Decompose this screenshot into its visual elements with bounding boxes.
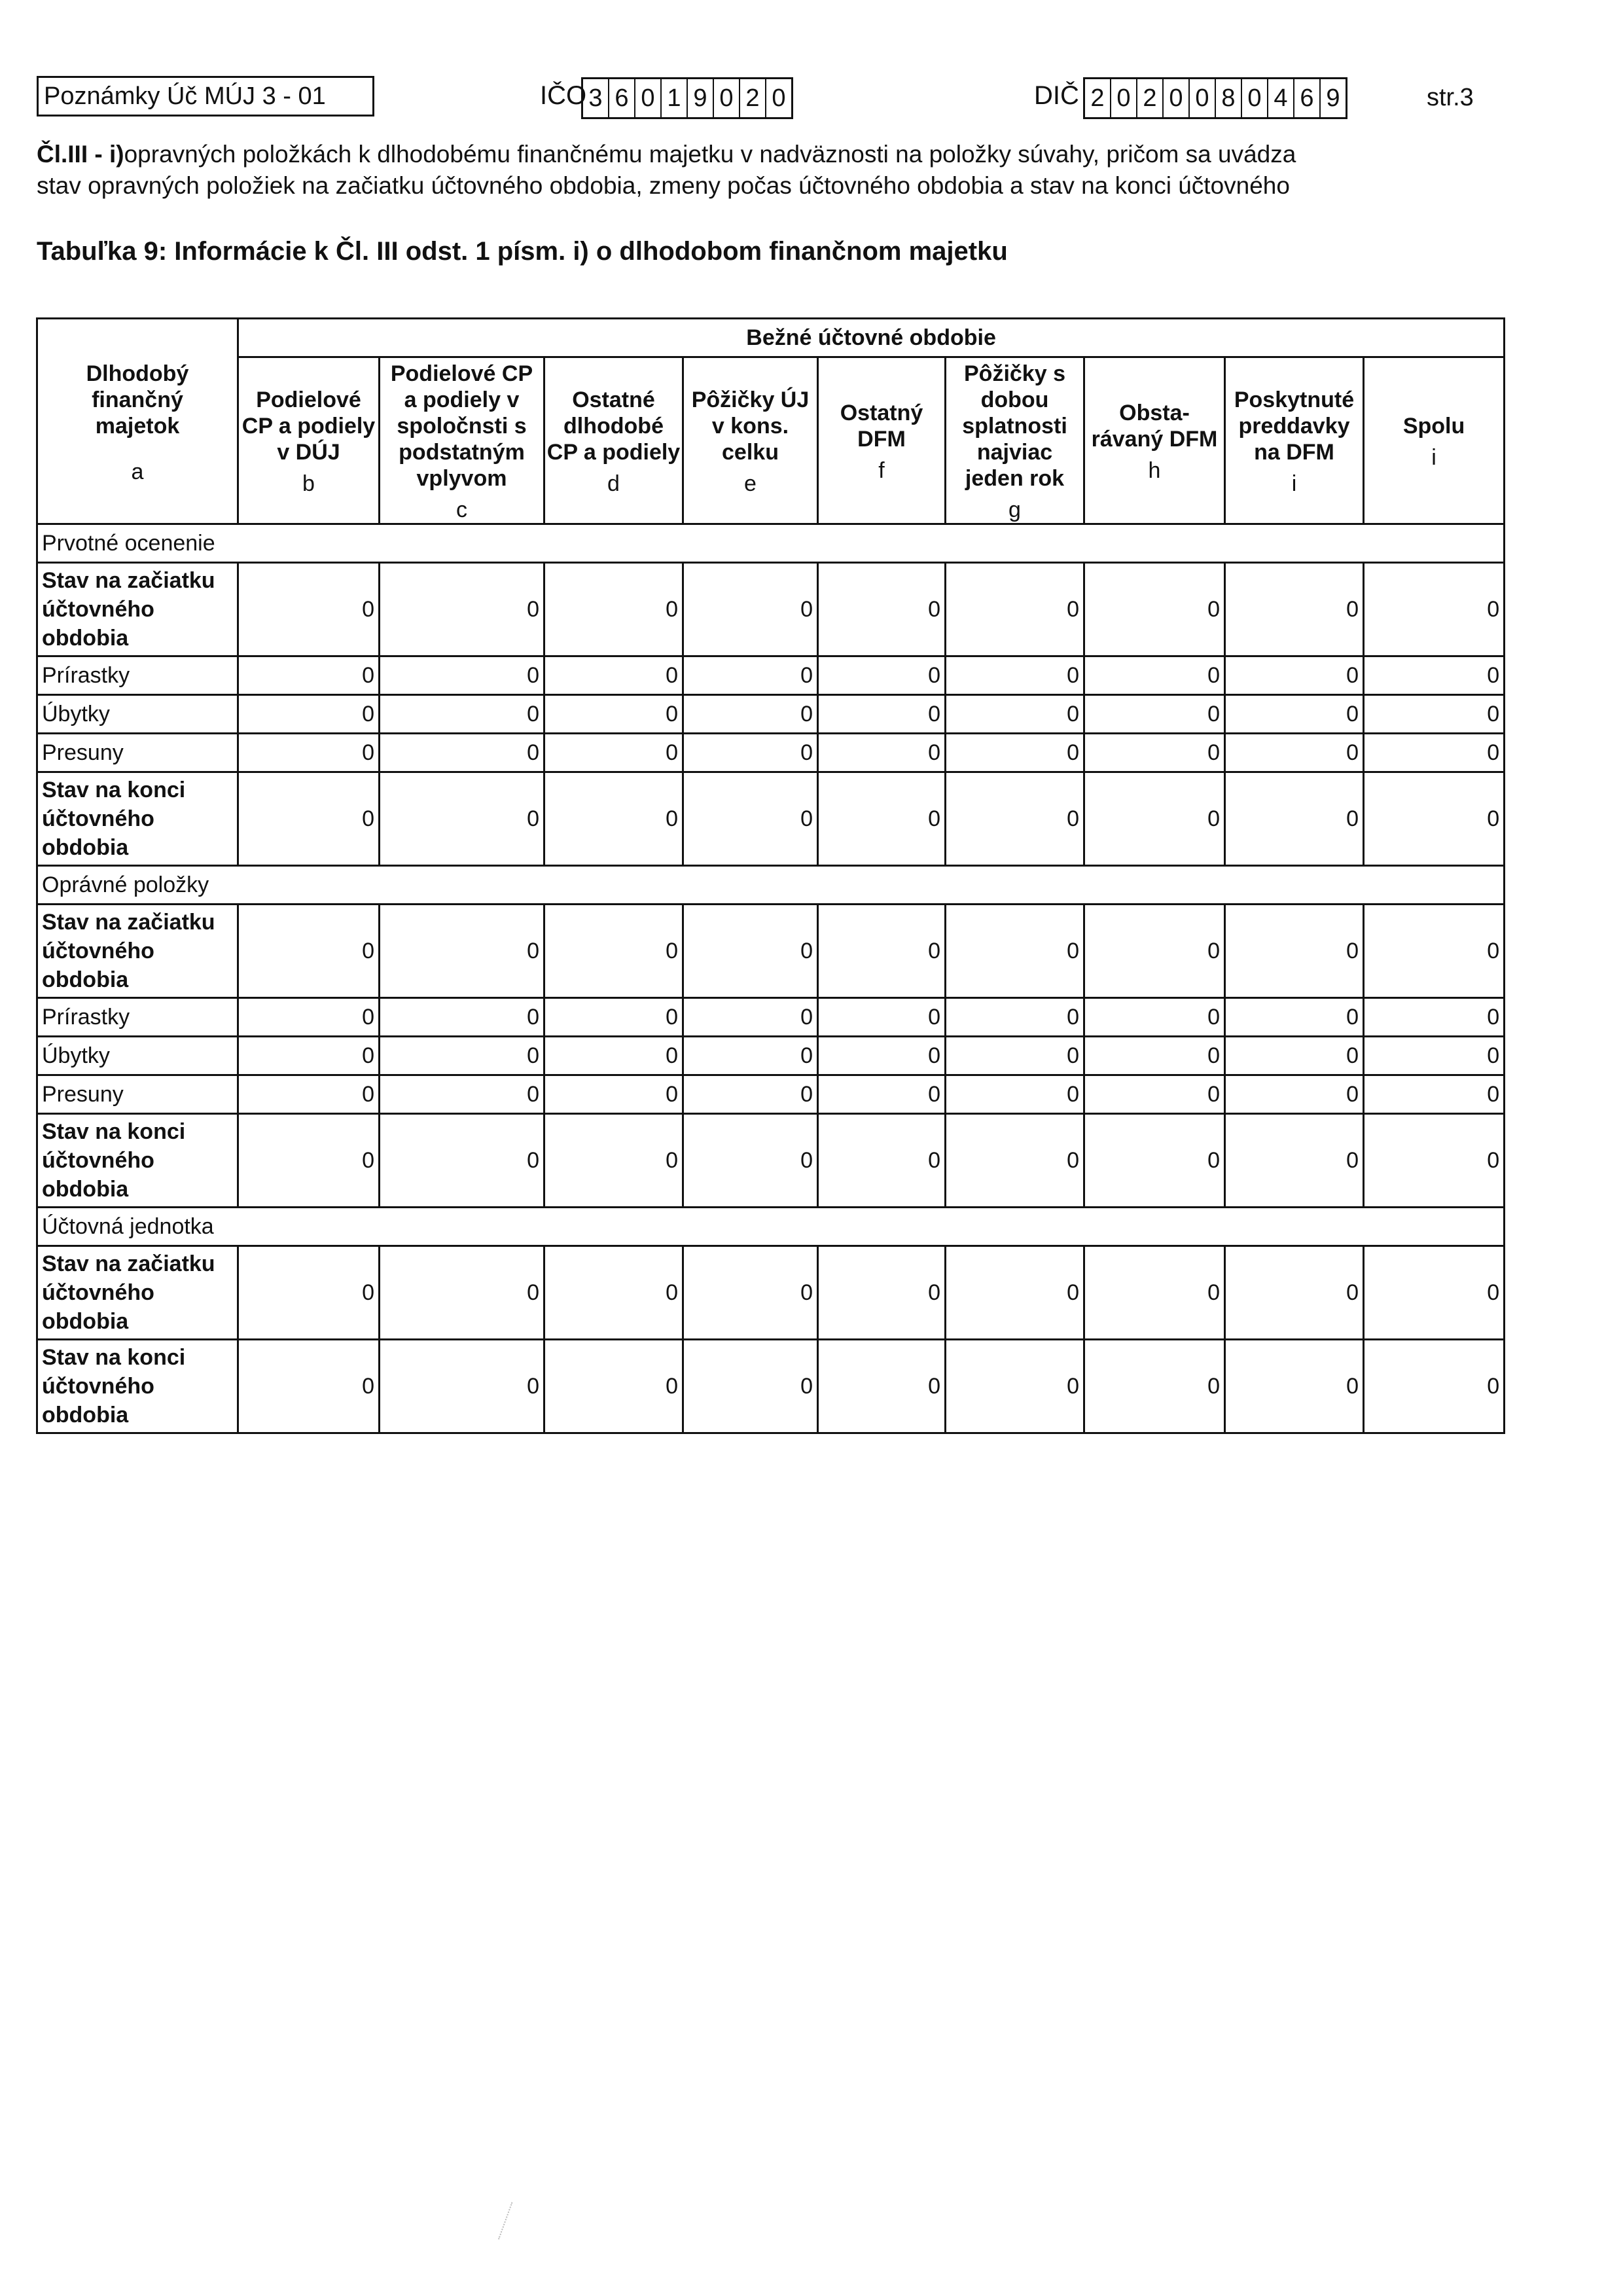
value-cell: 0 bbox=[238, 905, 380, 998]
value-cell: 0 bbox=[1364, 1037, 1505, 1075]
value-cell: 0 bbox=[380, 1037, 544, 1075]
ico-digit: 0 bbox=[714, 79, 740, 117]
ico-field bbox=[581, 77, 793, 119]
value-cell: 0 bbox=[238, 1075, 380, 1114]
row-label: Presuny bbox=[37, 734, 238, 772]
table-row bbox=[37, 1246, 1505, 1340]
first-col-label: Dlhodobý finančný majetok bbox=[86, 361, 189, 439]
value-cell: 0 bbox=[1084, 1075, 1225, 1114]
value-cell: 0 bbox=[946, 1075, 1084, 1114]
value-cell: 0 bbox=[818, 1246, 946, 1340]
value-cell: 0 bbox=[1225, 772, 1364, 866]
table-row bbox=[37, 998, 1505, 1037]
value-cell: 0 bbox=[1364, 1075, 1505, 1114]
value-cell: 0 bbox=[1225, 1075, 1364, 1114]
header-first-col bbox=[37, 319, 238, 524]
value-cell: 0 bbox=[238, 563, 380, 656]
column-header-label: Poskytnuté preddavky na DFM bbox=[1234, 387, 1355, 465]
table-title: Tabuľka 9: Informácie k Čl. III odst. 1 písm. i) o dlhodobom finančnom majetku bbox=[37, 237, 1008, 266]
value-cell: 0 bbox=[380, 695, 544, 734]
row-label: Stav na začiatku účtovného obdobia bbox=[37, 1246, 238, 1340]
value-cell: 0 bbox=[683, 1075, 818, 1114]
page-number: str.3 bbox=[1427, 84, 1474, 111]
value-cell: 0 bbox=[380, 656, 544, 695]
column-header-label: Spolu bbox=[1402, 414, 1465, 439]
value-cell: 0 bbox=[818, 772, 946, 866]
row-label: Prírastky bbox=[37, 998, 238, 1037]
value-cell: 0 bbox=[683, 1114, 818, 1208]
row-label: Stav na konci účtovného obdobia bbox=[37, 772, 238, 866]
column-header bbox=[1364, 357, 1505, 524]
value-cell: 0 bbox=[544, 772, 683, 866]
value-cell: 0 bbox=[1225, 1246, 1364, 1340]
value-cell: 0 bbox=[1084, 1037, 1225, 1075]
value-cell: 0 bbox=[1364, 1246, 1505, 1340]
value-cell: 0 bbox=[1225, 998, 1364, 1037]
column-header bbox=[238, 357, 380, 524]
dic-label: DIČ bbox=[1034, 81, 1079, 110]
row-label: Presuny bbox=[37, 1075, 238, 1114]
section-header-row bbox=[37, 1208, 1505, 1246]
section-title: Účtovná jednotka bbox=[37, 1208, 1505, 1246]
value-cell: 0 bbox=[1084, 998, 1225, 1037]
value-cell: 0 bbox=[1364, 563, 1505, 656]
value-cell: 0 bbox=[1364, 656, 1505, 695]
column-letter: e bbox=[744, 471, 757, 496]
column-header bbox=[1084, 357, 1225, 524]
ico-digit: 3 bbox=[583, 79, 609, 117]
value-cell: 0 bbox=[683, 1037, 818, 1075]
table-row bbox=[37, 1037, 1505, 1075]
value-cell: 0 bbox=[1225, 695, 1364, 734]
value-cell: 0 bbox=[818, 656, 946, 695]
row-label: Stav na konci účtovného obdobia bbox=[37, 1114, 238, 1208]
value-cell: 0 bbox=[238, 734, 380, 772]
value-cell: 0 bbox=[946, 656, 1084, 695]
row-label: Stav na konci účtovného obdobia bbox=[37, 1340, 238, 1433]
value-cell: 0 bbox=[683, 734, 818, 772]
table-row bbox=[37, 734, 1505, 772]
ico-digit: 6 bbox=[609, 79, 635, 117]
value-cell: 0 bbox=[380, 1340, 544, 1433]
value-cell: 0 bbox=[818, 1114, 946, 1208]
ico-digit: 0 bbox=[635, 79, 662, 117]
value-cell: 0 bbox=[238, 998, 380, 1037]
dic-digit: 2 bbox=[1085, 79, 1111, 117]
value-cell: 0 bbox=[946, 905, 1084, 998]
column-header bbox=[818, 357, 946, 524]
column-letter: f bbox=[878, 458, 885, 483]
value-cell: 0 bbox=[1084, 734, 1225, 772]
table-row bbox=[37, 656, 1505, 695]
value-cell: 0 bbox=[380, 905, 544, 998]
row-label: Úbytky bbox=[37, 1037, 238, 1075]
table-row bbox=[37, 1114, 1505, 1208]
ico-digit: 2 bbox=[740, 79, 766, 117]
intro-paragraph bbox=[37, 139, 1503, 202]
value-cell: 0 bbox=[238, 656, 380, 695]
ico-digit: 0 bbox=[772, 84, 786, 112]
column-letter: g bbox=[1008, 497, 1021, 522]
value-cell: 0 bbox=[380, 998, 544, 1037]
value-cell: 0 bbox=[946, 1114, 1084, 1208]
column-header-label: Podielové CP a podiely v DÚJ bbox=[241, 387, 376, 465]
value-cell: 0 bbox=[683, 1246, 818, 1340]
value-cell: 0 bbox=[1084, 905, 1225, 998]
value-cell: 0 bbox=[683, 1340, 818, 1433]
column-header-label: Pôžičky s dobou splatnosti najviac jeden rok bbox=[962, 361, 1067, 491]
value-cell: 0 bbox=[946, 563, 1084, 656]
value-cell: 0 bbox=[683, 772, 818, 866]
value-cell: 0 bbox=[946, 1037, 1084, 1075]
value-cell: 0 bbox=[946, 734, 1084, 772]
dic-digit: 4 bbox=[1268, 79, 1294, 117]
ico-label: IČO bbox=[540, 81, 587, 110]
value-cell: 0 bbox=[1364, 734, 1505, 772]
dic-digit: 0 bbox=[1190, 79, 1216, 117]
value-cell: 0 bbox=[1225, 734, 1364, 772]
value-cell: 0 bbox=[1084, 563, 1225, 656]
value-cell: 0 bbox=[818, 1340, 946, 1433]
column-header bbox=[544, 357, 683, 524]
section-title: Oprávné položky bbox=[37, 866, 1505, 905]
value-cell: 0 bbox=[1364, 1340, 1505, 1433]
value-cell: 0 bbox=[1225, 656, 1364, 695]
value-cell: 0 bbox=[946, 1340, 1084, 1433]
column-letter: h bbox=[1148, 458, 1161, 483]
row-label: Stav na začiatku účtovného obdobia bbox=[37, 905, 238, 998]
intro-line-1: opravných položkách k dlhodobému finančnému majetku v nadväznosti na položky súvahy, pričom sa uvádza bbox=[124, 141, 1296, 168]
row-label: Úbytky bbox=[37, 695, 238, 734]
value-cell: 0 bbox=[946, 1246, 1084, 1340]
value-cell: 0 bbox=[1364, 905, 1505, 998]
value-cell: 0 bbox=[946, 695, 1084, 734]
value-cell: 0 bbox=[818, 1037, 946, 1075]
value-cell: 0 bbox=[1225, 1114, 1364, 1208]
ico-digit: 1 bbox=[662, 79, 688, 117]
dic-digit: 0 bbox=[1111, 79, 1137, 117]
value-cell: 0 bbox=[544, 1114, 683, 1208]
value-cell: 0 bbox=[1084, 1246, 1225, 1340]
value-cell: 0 bbox=[544, 1246, 683, 1340]
column-header-label: Podielové CP a podiely v spoločnsti s podstatným vplyvom bbox=[390, 361, 533, 491]
table-row bbox=[37, 563, 1505, 656]
value-cell: 0 bbox=[818, 905, 946, 998]
column-letter: d bbox=[607, 471, 620, 496]
intro-lead: Čl.III - i) bbox=[37, 141, 124, 168]
value-cell: 0 bbox=[544, 1037, 683, 1075]
section-header-row bbox=[37, 524, 1505, 563]
value-cell: 0 bbox=[238, 1340, 380, 1433]
value-cell: 0 bbox=[1364, 998, 1505, 1037]
value-cell: 0 bbox=[380, 1075, 544, 1114]
pen-mark bbox=[498, 2202, 537, 2249]
intro-line-2: stav opravných položiek na začiatku účtovného obdobia, zmeny počas účtovného obdobia a stav na konci účtovného bbox=[37, 172, 1290, 199]
column-letter: i bbox=[1431, 445, 1436, 470]
column-header bbox=[683, 357, 818, 524]
value-cell: 0 bbox=[544, 695, 683, 734]
value-cell: 0 bbox=[238, 695, 380, 734]
ico-digit: 9 bbox=[688, 79, 714, 117]
value-cell: 0 bbox=[818, 998, 946, 1037]
value-cell: 0 bbox=[238, 772, 380, 866]
table-row bbox=[37, 695, 1505, 734]
value-cell: 0 bbox=[1364, 772, 1505, 866]
column-header-label: Ostatný DFM bbox=[840, 401, 923, 452]
table-row bbox=[37, 1075, 1505, 1114]
value-cell: 0 bbox=[683, 563, 818, 656]
value-cell: 0 bbox=[544, 1075, 683, 1114]
value-cell: 0 bbox=[380, 563, 544, 656]
section-header-row bbox=[37, 866, 1505, 905]
column-letter: b bbox=[302, 471, 315, 496]
value-cell: 0 bbox=[1084, 656, 1225, 695]
value-cell: 0 bbox=[1364, 695, 1505, 734]
value-cell: 0 bbox=[818, 695, 946, 734]
section-title: Prvotné ocenenie bbox=[37, 524, 1505, 563]
dic-digit: 2 bbox=[1137, 79, 1164, 117]
value-cell: 0 bbox=[683, 998, 818, 1037]
value-cell: 0 bbox=[818, 1075, 946, 1114]
value-cell: 0 bbox=[1084, 1340, 1225, 1433]
value-cell: 0 bbox=[544, 656, 683, 695]
value-cell: 0 bbox=[946, 998, 1084, 1037]
table-row bbox=[37, 1340, 1505, 1433]
value-cell: 0 bbox=[1225, 1037, 1364, 1075]
row-label: Stav na začiatku účtovného obdobia bbox=[37, 563, 238, 656]
dfm-table bbox=[36, 317, 1505, 1434]
dic-digit: 0 bbox=[1164, 79, 1190, 117]
value-cell: 0 bbox=[544, 1340, 683, 1433]
table-row bbox=[37, 772, 1505, 866]
value-cell: 0 bbox=[1225, 905, 1364, 998]
dic-digit: 8 bbox=[1216, 79, 1242, 117]
value-cell: 0 bbox=[1084, 695, 1225, 734]
dic-digit: 6 bbox=[1294, 79, 1321, 117]
form-name-box bbox=[37, 76, 374, 117]
column-header bbox=[1225, 357, 1364, 524]
form-name: Poznámky Úč MÚJ 3 - 01 bbox=[44, 82, 326, 110]
value-cell: 0 bbox=[238, 1037, 380, 1075]
column-header bbox=[946, 357, 1084, 524]
column-header bbox=[380, 357, 544, 524]
value-cell: 0 bbox=[946, 772, 1084, 866]
dic-field bbox=[1083, 77, 1347, 119]
value-cell: 0 bbox=[380, 1114, 544, 1208]
column-letter: c bbox=[456, 497, 467, 522]
value-cell: 0 bbox=[683, 905, 818, 998]
value-cell: 0 bbox=[1364, 1114, 1505, 1208]
value-cell: 0 bbox=[1225, 1340, 1364, 1433]
dic-digit: 9 bbox=[1326, 84, 1340, 112]
value-cell: 0 bbox=[544, 998, 683, 1037]
value-cell: 0 bbox=[380, 734, 544, 772]
column-header-label: Ostatné dlhodobé CP a podiely bbox=[546, 387, 681, 465]
value-cell: 0 bbox=[1225, 563, 1364, 656]
dic-digit: 0 bbox=[1242, 79, 1268, 117]
value-cell: 0 bbox=[683, 695, 818, 734]
row-label: Prírastky bbox=[37, 656, 238, 695]
value-cell: 0 bbox=[1084, 1114, 1225, 1208]
first-col-letter: a bbox=[131, 459, 144, 484]
column-header-label: Pôžičky ÚJ v kons. celku bbox=[691, 387, 810, 465]
value-cell: 0 bbox=[818, 734, 946, 772]
value-cell: 0 bbox=[544, 563, 683, 656]
column-letter: i bbox=[1291, 471, 1297, 496]
period-header: Bežné účtovné obdobie bbox=[238, 319, 1505, 357]
value-cell: 0 bbox=[238, 1246, 380, 1340]
value-cell: 0 bbox=[818, 563, 946, 656]
value-cell: 0 bbox=[238, 1114, 380, 1208]
value-cell: 0 bbox=[1084, 772, 1225, 866]
column-header-label: Obsta-rávaný DFM bbox=[1091, 401, 1218, 452]
value-cell: 0 bbox=[380, 772, 544, 866]
value-cell: 0 bbox=[380, 1246, 544, 1340]
table-row bbox=[37, 905, 1505, 998]
value-cell: 0 bbox=[683, 656, 818, 695]
value-cell: 0 bbox=[544, 734, 683, 772]
value-cell: 0 bbox=[544, 905, 683, 998]
